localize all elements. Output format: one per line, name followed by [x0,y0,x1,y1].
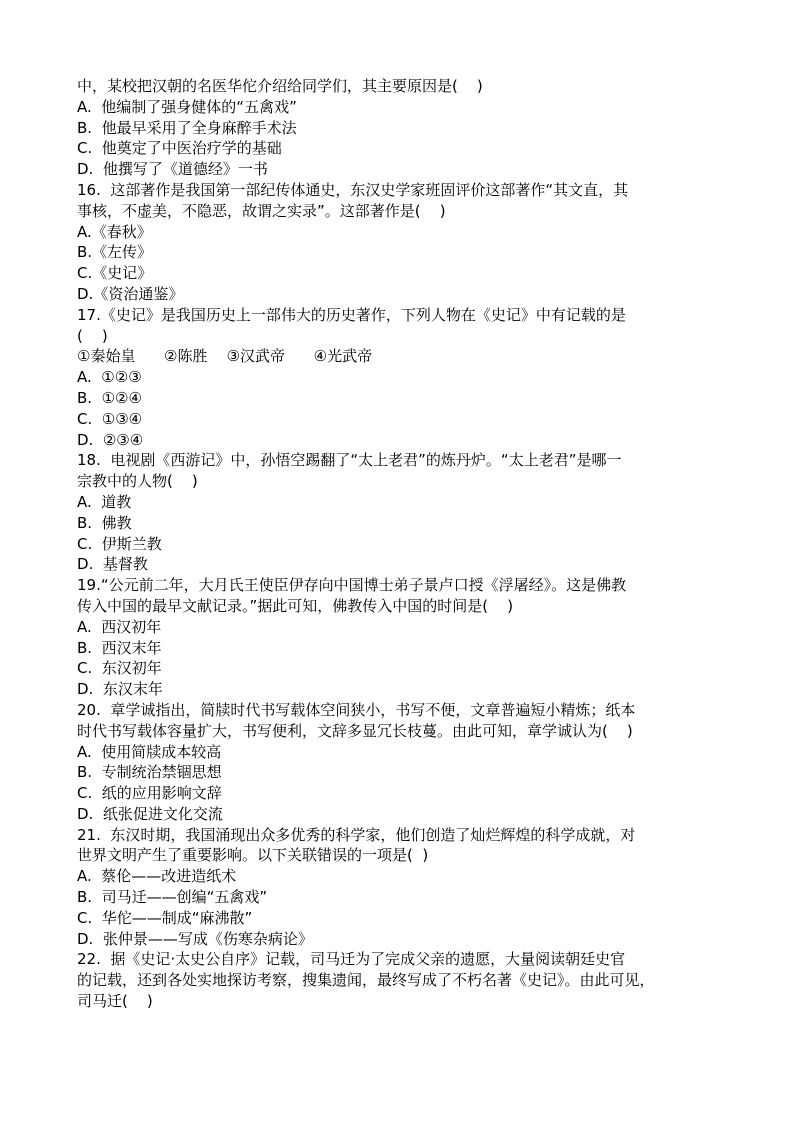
option-d: D.《资治通鉴》 [77,284,184,303]
option-c: C. 华佗——制成“麻沸散” [77,908,253,927]
option-b: B. 佛教 [77,513,132,532]
question-18 [77,450,677,575]
option-b: B. 西汉末年 [77,638,162,657]
document-page [77,76,677,1012]
question-22 [77,949,677,1011]
question-stem: 的记载，还到各处实地探访考察，搜集遗闻，最终写成了不朽名著《史记》。由此可见， [77,971,655,990]
question-stem: 事核，不虚美，不隐恶，故谓之实录”。这部著作是( ) [77,201,446,220]
option-c: C. 他奠定了中医治疗学的基础 [77,139,282,158]
question-stem: 司马迁( ) [77,992,153,1011]
question-choices-list: ①秦始皇 ②陈胜 ③汉武帝 ④光武帝 [77,347,373,366]
question-stem: 传入中国的最早文献记录。”据此可知，佛教传入中国的时间是( ) [77,596,514,615]
question-stem: 21. 东汉时期，我国涌现出众多优秀的科学家，他们创造了灿烂辉煌的科学成就，对 [77,825,636,844]
option-b: B. 司马迁——创编“五禽戏” [77,888,268,907]
option-a: A. 蔡伦——改进造纸术 [77,867,237,886]
option-b: B. 专制统治禁锢思想 [77,763,222,782]
question-stem: 18. 电视剧《西游记》中，孙悟空踢翻了“太上老君”的炼丹炉。“太上老君”是哪一 [77,451,622,470]
option-c: C. 东汉初年 [77,659,162,678]
option-a: A. ①②③ [77,368,142,387]
option-b: B.《左传》 [77,243,153,262]
option-a: A.《春秋》 [77,222,152,241]
question-19 [77,575,677,700]
question-stem: 19.“公元前二年，大月氏王使臣伊存向中国博士弟子景卢口授《浮屠经》。这是佛教 [77,576,627,595]
option-a: A. 他编制了强身健体的“五禽戏” [77,97,297,116]
question-stem: 宗教中的人物( ) [77,472,198,491]
question-stem: 中，某校把汉朝的名医华佗介绍给同学们，其主要原因是( ) [77,77,483,95]
option-d: D. ②③④ [77,430,144,449]
option-d: D. 纸张促进文化交流 [77,804,223,823]
option-b: B. ①②④ [77,388,142,407]
option-d: D. 东汉末年 [77,680,163,699]
option-c: C. 纸的应用影响文辞 [77,784,222,803]
option-c: C.《史记》 [77,264,153,283]
option-d: D. 他撰写了《道德经》一书 [77,160,268,179]
question-stem: 17.《史记》是我国历史上一部伟大的历史著作，下列人物在《史记》中有记载的是 [77,305,626,324]
question-stem: 20. 章学诚指出，简牍时代书写载体空间狭小，书写不便，文章普遍短小精炼；纸本 [77,700,636,719]
question-17 [77,305,677,451]
question-21 [77,825,677,950]
question-stem: 22. 据《史记·太史公自序》记载，司马迁为了完成父亲的遗愿，大量阅读朝廷史官 [77,950,626,969]
question-stem: 16. 这部著作是我国第一部纪传体通史，东汉史学家班固评价这部著作“其文直，其 [77,180,629,199]
option-c: C. 伊斯兰教 [77,534,162,553]
option-d: D. 张仲景——写成《伤寒杂病论》 [77,929,313,948]
question-stem: 世界文明产生了重要影响。以下关联错误的一项是( ) [77,846,429,865]
question-20 [77,700,677,825]
option-a: A. 使用简牍成本较高 [77,742,222,761]
option-a: A. 西汉初年 [77,617,162,636]
question-stem: 时代书写载体容量扩大，书写便利，文辞多显冗长枝蔓。由此可知，章学诚认为( ) [77,721,633,740]
question-15 [77,76,677,180]
question-16 [77,180,677,305]
option-b: B. 他最早采用了全身麻醉手术法 [77,118,297,137]
option-d: D. 基督教 [77,555,148,574]
option-c: C. ①③④ [77,409,143,428]
question-stem: ( ) [77,326,108,345]
option-a: A. 道教 [77,492,132,511]
